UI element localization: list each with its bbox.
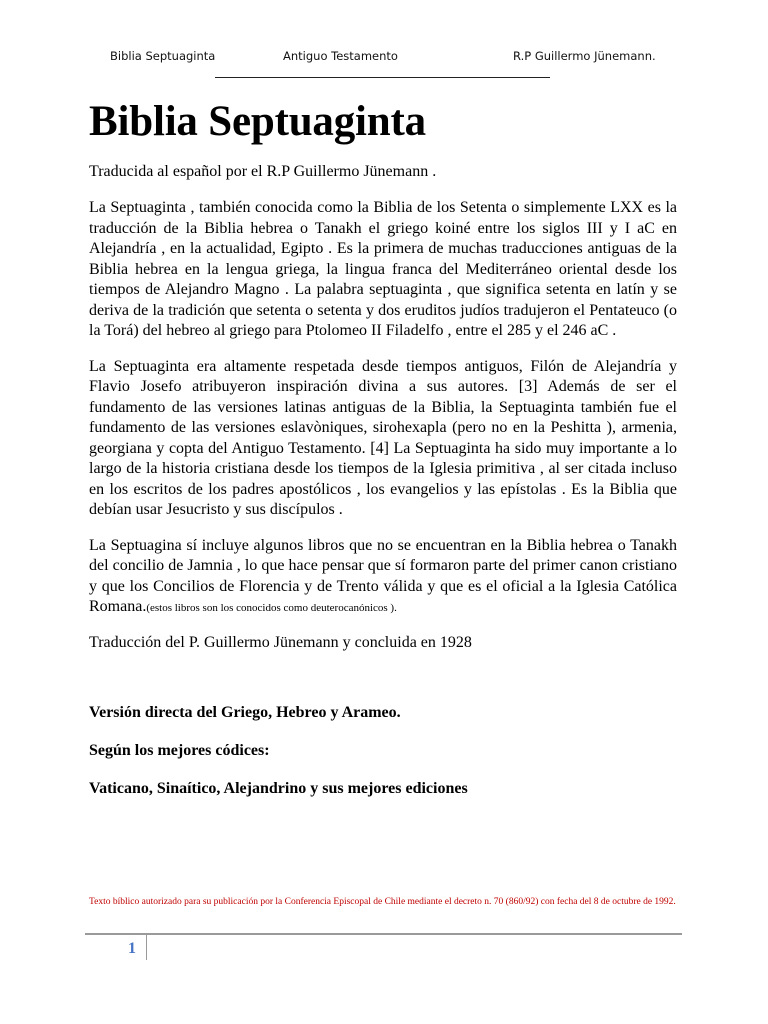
paragraph-3 — [89, 536, 677, 619]
deuterocanonical-note: (estos libros son los conocidos como deuterocanónicos ). — [146, 602, 397, 614]
header-left-text: Biblia Septuaginta — [110, 49, 216, 63]
paragraph-3-text: La Septuagina sí incluye algunos libros que no se encuentran en la Biblia hebrea o Tanakh del concilio de Jamnia , lo que hace pensar que sí formaron parte del primer canon cristiano y que los Concilios de Florencia y de Trento válida y que es el oficial a la Iglesia Católica Romana. — [89, 536, 677, 615]
completion-note: Traducción del P. Guillermo Jünemann y concluida en 1928 — [89, 633, 472, 651]
document-subtitle: Traducida al español por el R.P Guillermo Jünemann . — [89, 163, 437, 180]
authorization-notice: Texto bíblico autorizado para su publicación por la Conferencia Episcopal de Chile mediante el decreto n. 70 (860/92) con fecha del 8 de octubre de 1992. — [89, 897, 676, 907]
codices-list: Vaticano, Sinaítico, Alejandrino y sus mejores ediciones — [89, 779, 468, 797]
header-divider — [215, 77, 550, 78]
header-right-text: R.P Guillermo Jünemann. — [513, 49, 656, 63]
version-line: Versión directa del Griego, Hebreo y Arameo. — [89, 703, 401, 721]
running-header — [0, 49, 768, 65]
page-number-divider — [146, 934, 147, 960]
paragraph-1: La Septuaginta , también conocida como la Biblia de los Setenta o simplemente LXX es la traducción de la Biblia hebrea o Tanakh el griego koiné entre los siglos III y I aC en Alejandría , en la actualidad, Egipto . Es la primera de muchas traducciones antiguas de la Biblia hebrea en la lengua griega, la lingua franca del Mediterráneo oriental desde los tiempos de Alejandro Magno . La palabra septuaginta , que significa setenta en latín y se deriva de la tradición que setenta o setenta y dos eruditos judíos tradujeron el Pentateuco (o la Torá) del hebreo al griego para Ptolomeo II Filadelfo , entre el 285 y el 246 aC . — [89, 199, 677, 339]
document-body — [89, 92, 677, 799]
paragraph-2: La Septuaginta era altamente respetada desde tiempos antiguos, Filón de Alejandría y Flavio Josefo atribuyeron inspiración divina a sus autores. [3] Además de ser el fundamento de las versiones latinas antiguas de la Biblia, la Septuaginta también fue el fundamento de las versiones eslavòniques, sirohexapla (pero no en la Peshitta ), armenia, georgiana y copta del Antiguo Testamento. [4] La Septuaginta ha sido muy importante a lo largo de la historia cristiana desde los tiempos de la Iglesia primitiva , al ser citada incluso en los escritos de los padres apostólicos , los evangelios y las epístolas . Es la Biblia que debían usar Jesucristo y sus discípulos . — [89, 357, 677, 518]
codices-heading: Según los mejores códices: — [89, 741, 270, 759]
header-center-text: Antiguo Testamento — [283, 49, 398, 63]
document-title: Biblia Septuaginta — [89, 98, 426, 145]
page-number: 1 — [128, 940, 136, 957]
footer-divider — [85, 933, 682, 935]
